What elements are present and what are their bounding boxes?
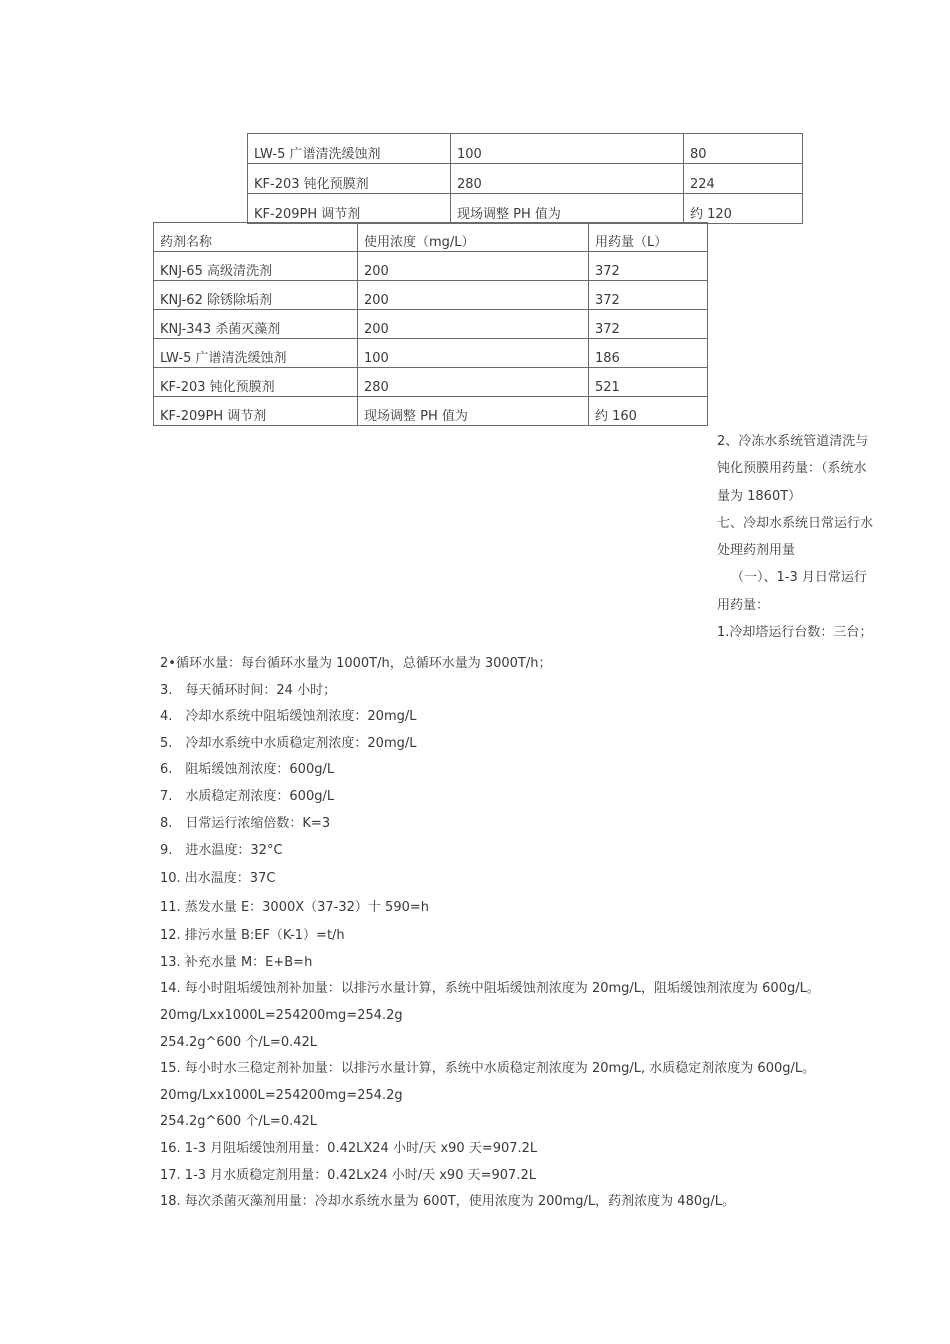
dosage-table-top <box>247 133 803 224</box>
list-item: 10. 出水温度：37C <box>160 871 276 887</box>
table-row <box>154 281 708 310</box>
list-item: 6. 阻垢缓蚀剂浓度：600g/L <box>160 762 335 778</box>
paragraph-line: 2、冷冻水系统管道清洗与 <box>717 434 869 449</box>
table-cell: 186 <box>589 339 708 368</box>
paragraph-line: 钝化预膜用药量：（系统水 <box>717 461 867 477</box>
table-cell: 280 <box>358 368 589 397</box>
column-header: 使用浓度（mg/L） <box>358 223 589 252</box>
table-cell: KF-203 钝化预膜剂 <box>248 164 451 194</box>
table-row <box>154 310 708 339</box>
dosage-table-main <box>153 222 708 426</box>
section-heading: 处理药剂用量 <box>717 543 796 559</box>
column-header: 用药量（L） <box>589 223 708 252</box>
list-item: 4. 冷却水系统中阻垢缓蚀剂浓度：20mg/L <box>160 709 417 725</box>
table-cell: KNJ-65 高级清洗剂 <box>154 252 358 281</box>
list-item: 17. 1-3 月水质稳定剂用量：0.42Lx24 小时/天 x90 天=907.2L <box>160 1167 536 1183</box>
list-item: 16. 1-3 月阻垢缓蚀剂用量：0.42LX24 小时/天 x90 天=907.2L <box>160 1140 538 1156</box>
table-cell: 100 <box>451 134 684 164</box>
list-item: 7. 水质稳定剂浓度：600g/L <box>160 788 335 804</box>
table-header-row <box>154 223 708 252</box>
table-cell: 约 120 <box>684 194 803 224</box>
table-cell: 200 <box>358 252 589 281</box>
list-item: 14. 每小时阻垢缓蚀剂补加量：以排污水量计算，系统中阻垢缓蚀剂浓度为 20mg/L，阻垢缓蚀剂浓度为 600g/L。 <box>160 981 820 997</box>
list-item: 1.冷却塔运行台数：三台； <box>717 625 873 641</box>
table-cell: 280 <box>451 164 684 194</box>
table-cell: 200 <box>358 281 589 310</box>
table-cell: 224 <box>684 164 803 194</box>
list-item: 15. 每小时水三稳定剂补加量：以排污水量计算，系统中水质稳定剂浓度为 20mg/L, 水质稳定剂浓度为 600g/L。 <box>160 1061 816 1077</box>
table-cell: KNJ-343 杀菌灭藻剂 <box>154 310 358 339</box>
subsection-heading: 用药量： <box>717 597 770 613</box>
subsection-heading: （一）、1-3 月日常运行 <box>731 570 867 586</box>
list-item: 12. 排污水量 B:EF（K-1）=t/h <box>160 928 345 944</box>
list-item: 5. 冷却水系统中水质稳定剂浓度：20mg/L <box>160 735 417 751</box>
table-cell: KF-209PH 调节剂 <box>154 397 358 426</box>
list-item: 8. 日常运行浓缩倍数：K=3 <box>160 815 331 831</box>
table-cell: 200 <box>358 310 589 339</box>
list-item: 3. 每天循环时间：24 小时； <box>160 682 337 698</box>
table-cell: 现场调整 PH 值为 <box>358 397 589 426</box>
formula-line: 20mg/Lxx1000L=254200mg=254.2g <box>160 1007 403 1023</box>
table-cell: 372 <box>589 252 708 281</box>
table-cell: 372 <box>589 281 708 310</box>
paragraph-line: 量为 1860T） <box>717 488 802 504</box>
table-cell: 521 <box>589 368 708 397</box>
formula-line: 254.2g^600 个/L=0.42L <box>160 1034 318 1050</box>
table-row <box>154 397 708 426</box>
list-item: 11. 蒸发水量 E：3000X（37-32）十 590=h <box>160 900 429 916</box>
table-cell: KF-209PH 调节剂 <box>248 194 451 224</box>
right-column-text <box>717 428 897 646</box>
column-header: 药剂名称 <box>154 223 358 252</box>
list-item: 18. 每次杀菌灭藻剂用量：冷却水系统水量为 600T，使用浓度为 200mg/L，药剂浓度为 480g/L。 <box>160 1194 735 1210</box>
table-row <box>248 194 803 224</box>
table-cell: KNJ-62 除锈除垢剂 <box>154 281 358 310</box>
table-row <box>248 164 803 194</box>
table-cell: 80 <box>684 134 803 164</box>
table-cell: LW-5 广谱清洗缓蚀剂 <box>154 339 358 368</box>
table-cell: 约 160 <box>589 397 708 426</box>
list-item: 2•循环水量：每台循环水量为 1000T/h，总循环水量为 3000T/h； <box>160 656 552 671</box>
table-row <box>154 368 708 397</box>
table-cell: 372 <box>589 310 708 339</box>
table-cell: LW-5 广谱清洗缓蚀剂 <box>248 134 451 164</box>
section-heading: 七、冷却水系统日常运行水 <box>717 515 874 531</box>
formula-line: 20mg/Lxx1000L=254200mg=254.2g <box>160 1087 403 1103</box>
table-cell: KF-203 钝化预膜剂 <box>154 368 358 397</box>
table-cell: 现场调整 PH 值为 <box>451 194 684 224</box>
calculation-list <box>160 652 920 1217</box>
list-item: 13. 补充水量 M：E+B=h <box>160 954 313 970</box>
formula-line: 254.2g^600 个/L=0.42L <box>160 1114 318 1130</box>
table-row <box>154 252 708 281</box>
list-item: 9. 进水温度：32°C <box>160 843 283 859</box>
table-cell: 100 <box>358 339 589 368</box>
table-row <box>154 339 708 368</box>
table-row <box>248 134 803 164</box>
